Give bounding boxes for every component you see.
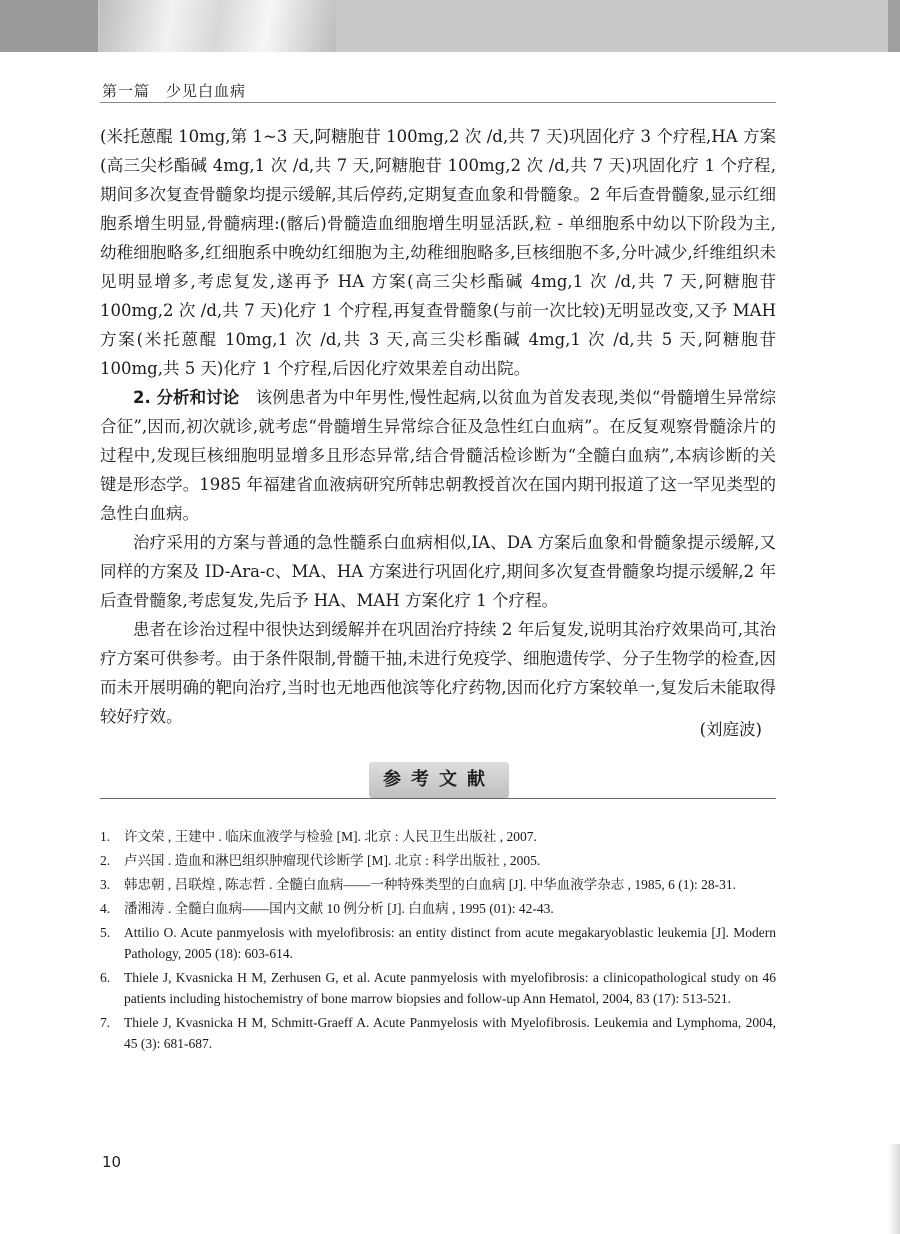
reference-text: Thiele J, Kvasnicka H M, Zerhusen G, et al. Acute panmyelosis with myelofibrosis: a clinicopathological study on 46 patients including histochemistry of bone marrow biopsies and follow-up Ann Hematol, 2004, 83 (17): 513-521. — [124, 970, 776, 1006]
paragraph-2-text: 该例患者为中年男性,慢性起病,以贫血为首发表现,类似“骨髓增生异常综合征”,因而,初次就诊,就考虑“骨髓增生异常综合征及急性红白血病”。在反复观察骨髓涂片的过程中,发现巨核细胞明显增多且形态异常,结合骨髓活检诊断为“全髓白血病”,本病诊断的关键是形态学。1985 年福建省血液病研究所韩忠朝教授首次在国内期刊报道了这一罕见类型的急性白血病。 — [100, 388, 777, 523]
reference-number: 6. — [100, 970, 111, 985]
reference-number: 4. — [100, 901, 111, 916]
reference-number: 3. — [100, 877, 111, 892]
reference-list — [100, 826, 776, 1057]
reference-item — [100, 850, 776, 871]
reference-item — [100, 874, 776, 895]
reference-number: 7. — [100, 1015, 111, 1030]
reference-number: 2. — [100, 853, 111, 868]
reference-text: 韩忠朝 , 吕联煌 , 陈志哲 . 全髓白血病——一种特殊类型的白血病 [J]. 中华血液学杂志 , 1985, 6 (1): 28-31. — [124, 877, 736, 892]
reference-item — [100, 922, 776, 964]
reference-text: 卢兴国 . 造血和淋巴组织肿瘤现代诊断学 [M]. 北京 : 科学出版社 , 2005. — [124, 853, 541, 868]
author-credit: (刘庭波) — [699, 720, 762, 739]
references-heading: 参考文献 — [369, 762, 509, 798]
header-rule — [100, 102, 776, 103]
header-swirl-graphic — [100, 0, 336, 52]
paragraph-4: 患者在诊治过程中很快达到缓解并在巩固治疗持续 2 年后复发,说明其治疗效果尚可,其治疗方案可供参考。由于条件限制,骨髓干抽,未进行免疫学、细胞遗传学、分子生物学的检查,因而未开展明确的靶向治疗,当时也无地西他滨等化疗药物,因而化疗方案较单一,复发后未能取得较好疗效。 — [100, 620, 776, 726]
reference-number: 1. — [100, 829, 111, 844]
reference-text: Attilio O. Acute panmyelosis with myelofibrosis: an entity distinct from acute megakaryoblastic leukemia [J]. Modern Pathology, 2005 (18): 603-614. — [124, 925, 776, 961]
header-right-block — [888, 0, 900, 52]
body-text — [100, 122, 776, 731]
reference-item — [100, 826, 776, 847]
header-dark-block — [0, 0, 98, 52]
reference-number: 5. — [100, 925, 111, 940]
reference-item — [100, 967, 776, 1009]
paragraph-3: 治疗采用的方案与普通的急性髓系白血病相似,IA、DA 方案后血象和骨髓象提示缓解,又同样的方案及 ID-Ara-c、MA、HA 方案进行巩固化疗,期间多次复查骨髓象均提示缓解,2 年后查骨髓象,考虑复发,先后予 HA、MAH 方案化疗 1 个疗程。 — [100, 533, 776, 610]
reference-text: 潘湘涛 . 全髓白血病——国内文献 10 例分析 [J]. 白血病 , 1995 (01): 42-43. — [124, 901, 554, 916]
reference-text: Thiele J, Kvasnicka H M, Schmitt-Graeff A. Acute Panmyelosis with Myelofibrosis. Leukemia and Lymphoma, 2004, 45 (3): 681-687. — [124, 1015, 776, 1051]
paragraph-1: (米托蒽醌 10mg,第 1~3 天,阿糖胞苷 100mg,2 次 /d,共 7 天)巩固化疗 3 个疗程,HA 方案(高三尖杉酯碱 4mg,1 次 /d,共 7 天,阿糖胞苷 100mg,2 次 /d,共 7 天)巩固化疗 1 个疗程,期间多次复查骨髓象均提示缓解,其后停药,定期复查血象和骨髓象。2 年后查骨髓象,显示红细胞系增生明显,骨髓病理:(髂后)骨髓造血细胞增生明显活跃,粒 - 单细胞系中幼以下阶段为主,幼稚细胞略多,红细胞系中晚幼红细胞为主,幼稚细胞略多,巨核细胞不多,分叶减少,纤维组织未见明显增多,考虑复发,遂再予 HA 方案(高三尖杉酯碱 4mg,1 次 /d,共 7 天,阿糖胞苷 100mg,2 次 /d,共 7 天)化疗 1 个疗程,再复查骨髓象(与前一次比较)无明显改变,又予 MAH 方案(米托蒽醌 10mg,1 次 /d,共 3 天,高三尖杉酯碱 4mg,1 次 /d,共 5 天,阿糖胞苷 100mg,共 5 天)化疗 1 个疗程,后因化疗效果差自动出院。 — [100, 127, 776, 378]
reference-item — [100, 898, 776, 919]
reference-item — [100, 1012, 776, 1054]
page-number: 10 — [102, 1153, 122, 1171]
references-rule — [100, 798, 776, 799]
running-head: 第一篇 少见白血病 — [102, 82, 247, 100]
reference-text: 许文荣 , 王建中 . 临床血液学与检验 [M]. 北京 : 人民卫生出版社 , 2007. — [124, 829, 537, 844]
paragraph-2 — [100, 383, 776, 528]
header-decoration — [0, 0, 900, 52]
page-edge-shadow — [888, 1144, 900, 1234]
section-title: 2. 分析和讨论 — [133, 388, 240, 407]
